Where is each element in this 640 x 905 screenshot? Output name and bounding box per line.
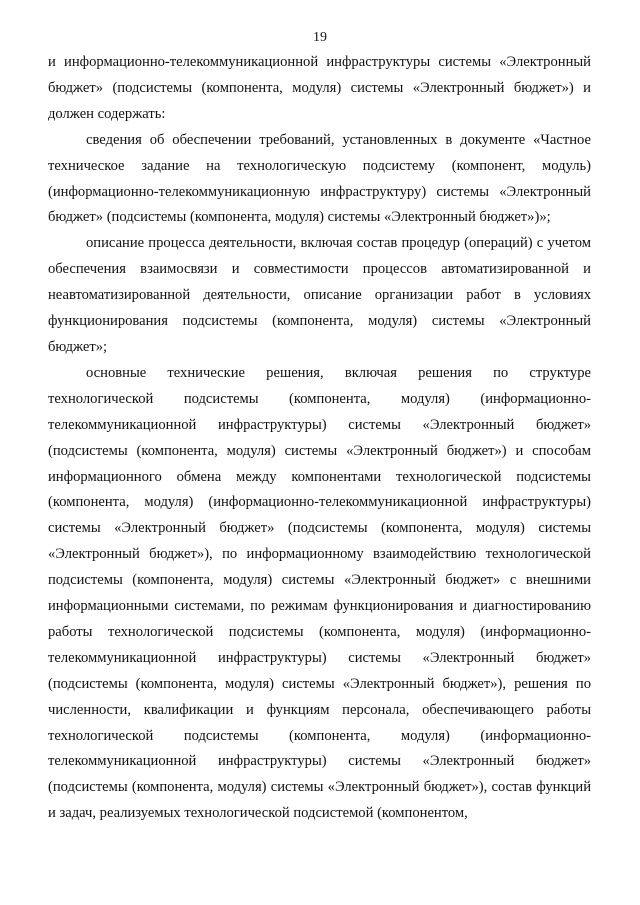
- paragraph-requirements: сведения об обеспечении требований, установленных в документе «Частное техническое задание на технологическую подсистему (компонент, модуль) (информационно-телекоммуникационную инфраструктуру) системы «Электронный бюджет» (подсистемы (компонента, модуля) системы «Электронный бюджет»)»;: [48, 131, 591, 226]
- paragraph-technical-solutions: основные технические решения, включая решения по структуре технологической подсистемы (компонента, модуля) (информационно-телекоммуникационной инфраструктуры) системы «Электронный бюджет» (подсистемы (компонента, модуля) системы «Электронный бюджет») и способам информационного обмена между компонентами технологической подсистемы (компонента, модуля) (информационно-телекоммуникационной инфраструктуры) системы «Электронный бюджет» (подсистемы (компонента, модуля) системы «Электронный бюджет»), по информационному взаимодействию технологической подсистемы (компонента, модуля) системы «Электронный бюджет» с внешними информационными системами, по режимам функционирования и диагностированию работы технологической подсистемы (компонента, модуля) (информационно-телекоммуникационной инфраструктуры) системы «Электронный бюджет» (подсистемы (компонента, модуля) системы «Электронный бюджет»), решения по численности, квалификации и функциям персонала, обеспечивающего работы технологической подсистемы (компонента, модуля) (информационно-телекоммуникационной инфраструктуры) системы «Электронный бюджет» (подсистемы (компонента, модуля) системы «Электронный бюджет»), состав функций и задач, реализуемых технологической подсистемой (компонентом,: [48, 364, 591, 822]
- paragraph-continuation: и информационно-телекоммуникационной инфраструктуры системы «Электронный бюджет» (подсистемы (компонента, модуля) системы «Электронный бюджет») и должен содержать:: [48, 54, 591, 122]
- document-body: [48, 50, 591, 827]
- page-number: 19: [313, 30, 327, 45]
- paragraph-process-description: описание процесса деятельности, включая состав процедур (операций) с учетом обеспечения взаимосвязи и совместимости процессов автоматизированной и неавтоматизированной деятельности, описание организации работ в условиях функционирования подсистемы (компонента, модуля) системы «Электронный бюджет»;: [48, 235, 591, 355]
